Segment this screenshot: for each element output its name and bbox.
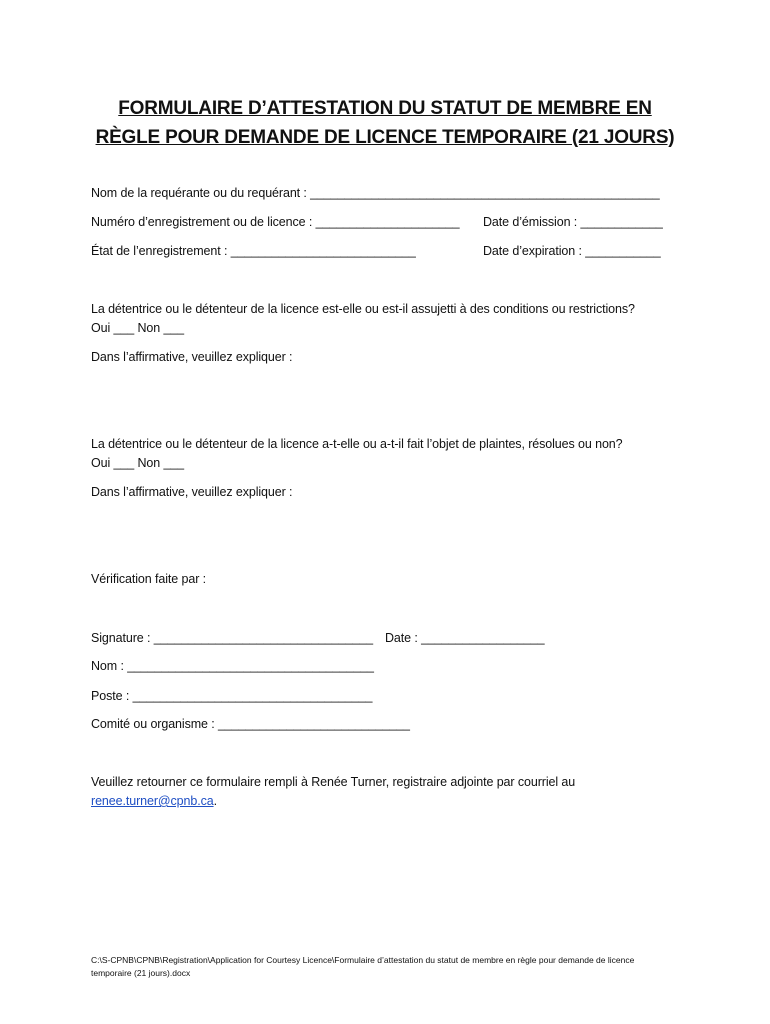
title-line-2: RÈGLE POUR DEMANDE DE LICENCE TEMPORAIRE (21 JOURS) [95,127,675,148]
question-1-text: La détentrice ou le détenteur de la licence est-elle ou est-il assujetti à des conditions ou restrictions? [91,302,635,316]
applicant-name-field[interactable]: Nom de la requérante ou du requérant : ___________________________________________________ [91,186,660,200]
email-period: . [213,794,217,808]
question-2-answer[interactable]: Oui ___ Non ___ [91,456,185,470]
title-line-1: FORMULAIRE D’ATTESTATION DU STATUT DE MEMBRE EN [118,98,652,119]
signature-field[interactable]: Signature : ________________________________ [91,631,373,645]
page-title [40,94,730,152]
expiry-date-field[interactable]: Date d’expiration : ___________ [483,244,661,258]
email-link[interactable]: renee.turner@cpnb.ca [91,794,214,808]
question-2-text: La détentrice ou le détenteur de la licence a-t-elle ou a-t-il fait l’objet de plaintes, résolues ou non? [91,437,623,451]
return-instructions: Veuillez retourner ce formulaire rempli à Renée Turner, registraire adjointe par courriel au [91,775,576,789]
question-1-answer[interactable]: Oui ___ Non ___ [91,321,185,335]
registration-status-field[interactable]: État de l’enregistrement : ___________________________ [91,244,416,258]
verifier-name-field[interactable]: Nom : ____________________________________ [91,659,374,673]
footer-file-path: C:\S-CPNB\CPNB\Registration\Application for Courtesy Licence\Formulaire d’attestation du statut de membre en règle pour demande de licence temporaire (21 jours).docx [91,955,635,978]
verification-heading: Vérification faite par : [91,572,207,586]
question-2-explain: Dans l’affirmative, veuillez expliquer : [91,485,293,499]
verifier-position-field[interactable]: Poste : ___________________________________ [91,689,373,703]
question-1-explain: Dans l’affirmative, veuillez expliquer : [91,350,293,364]
registration-number-field[interactable]: Numéro d’enregistrement ou de licence : _____________________ [91,215,460,229]
verification-date-field[interactable]: Date : __________________ [385,631,545,645]
committee-field[interactable]: Comité ou organisme : ____________________________ [91,717,410,731]
issue-date-field[interactable]: Date d’émission : ____________ [483,215,663,229]
return-email-line [91,793,217,809]
